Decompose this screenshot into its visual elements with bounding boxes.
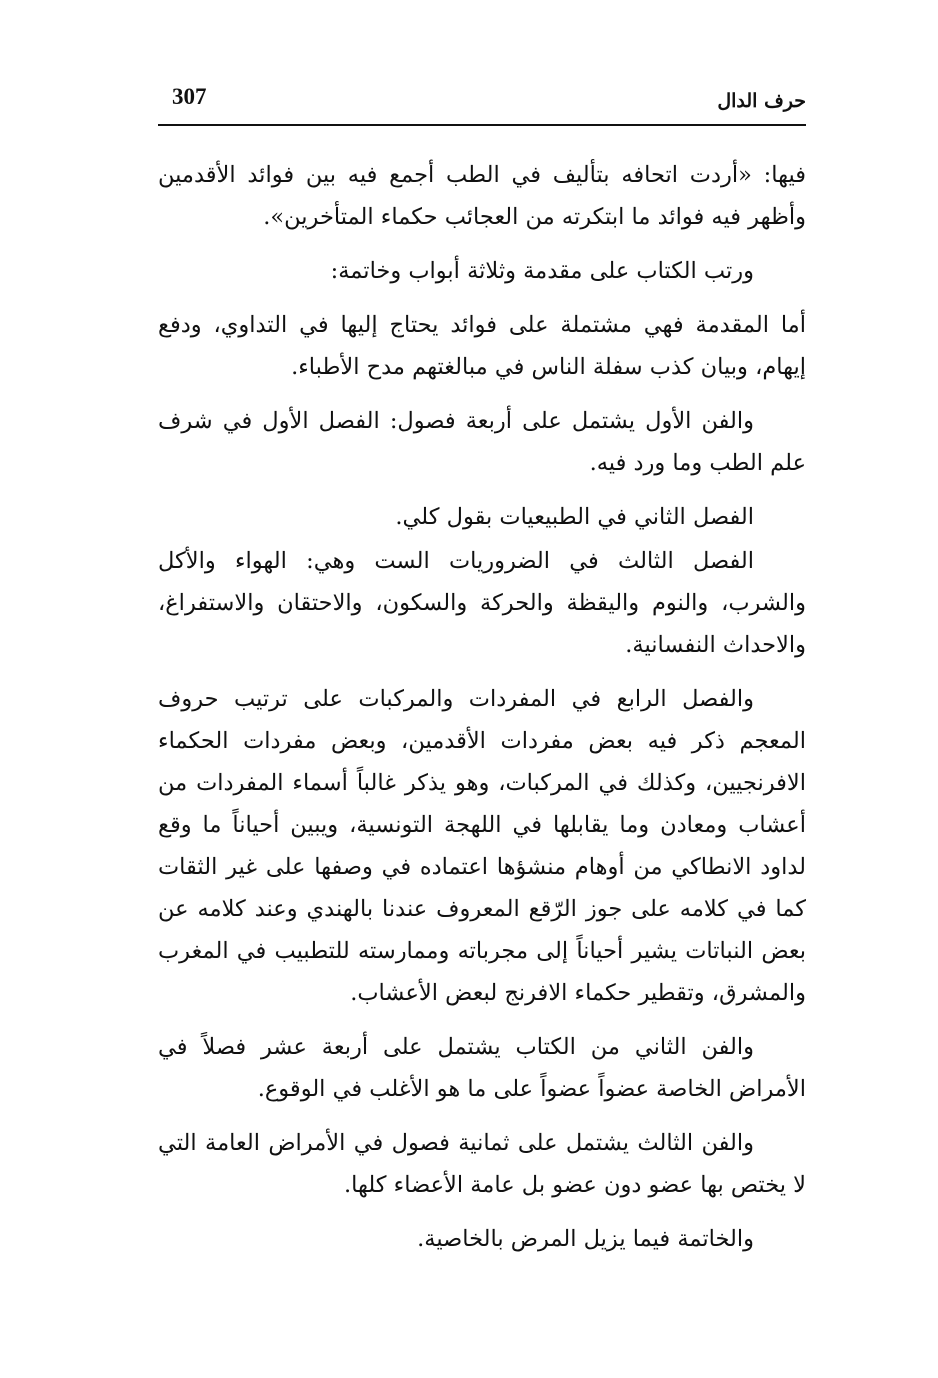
document-page [158, 80, 806, 1272]
paragraph: أما المقدمة فهي مشتملة على فوائد يحتاج إليها في التداوي، ودفع إيهام، وبيان كذب سفلة الناس في مبالغتهم مدح الأطباء. [158, 312, 806, 380]
page-number: 307 [172, 84, 207, 109]
paragraph: والفن الثاني من الكتاب يشتمل على أربعة عشر فصلاً في الأمراض الخاصة عضواً عضواً على ما هو الأغلب في الوقوع. [158, 1034, 806, 1102]
paragraph: والفن الأول يشتمل على أربعة فصول: الفصل الأول في شرف علم الطب وما ورد فيه. [158, 408, 806, 476]
body-text [158, 154, 806, 1260]
paragraph: فيها: «أردت اتحافه بتأليف في الطب أجمع فيه بين فوائد الأقدمين وأظهر فيه فوائد ما ابتكرته من العجائب حكماء المتأخرين». [158, 162, 806, 230]
paragraph: والفصل الرابع في المفردات والمركبات على ترتيب حروف المعجم ذكر فيه بعض مفردات الأقدمين، وبعض مفردات الحكماء الافرنجيين، وكذلك في المركبات، وهو يذكر غالباً أسماء المفردات من أعشاب ومعادن وما يقابلها في اللهجة التونسية، ويبين أحياناً ما وقع لداود الانطاكي من أوهام منشؤها اعتماده في وصفها على غير الثقات كما في كلامه على جوز الرّقع المعروف عندنا بالهندي وعند كلامه عن بعض النباتات يشير أحياناً إلى مجرباته وممارسته للتطبيب في المغرب والمشرق، وتقطير حكماء الافرنج لبعض الأعشاب. [158, 686, 806, 1006]
paragraph: الفصل الثالث في الضروريات الست وهي: الهواء والأكل والشرب، والنوم واليقظة والحركة والسكون، والاحتقان والاستفراغ، والاحداث النفسانية. [158, 548, 806, 658]
page-header [158, 80, 806, 126]
running-head: حرف الدال [717, 90, 806, 112]
paragraph: الفصل الثاني في الطبيعيات بقول كلي. [395, 504, 754, 530]
paragraph: ورتب الكتاب على مقدمة وثلاثة أبواب وخاتمة: [330, 258, 754, 284]
paragraph: والخاتمة فيما يزيل المرض بالخاصية. [417, 1226, 754, 1252]
paragraph: والفن الثالث يشتمل على ثمانية فصول في الأمراض العامة التي لا يختص بها عضو دون عضو بل عامة الأعضاء كلها. [158, 1130, 806, 1198]
